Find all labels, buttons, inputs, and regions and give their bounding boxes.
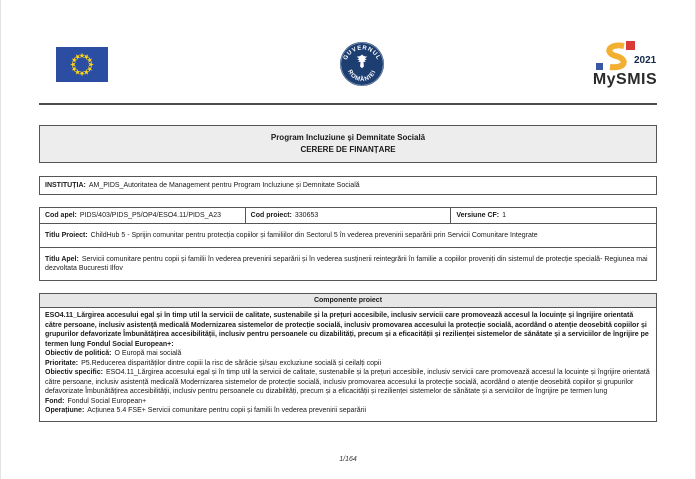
document-title-box: [39, 125, 657, 163]
field-value: ESO4.11_Lărgirea accesului egal și în timp util la servicii de calitate, sustenabile și la prețuri accesibile, inclusiv servicii care promovează accesul la locuințe și îngrijire orientată către persoane, inclusiv asistență medicală Modernizarea sistemelor de protecție socială, inclusiv promovarea accesului la protecție socială, acordând o atenție deosebită copiilor și grupurilor defavorizate Îmbunătățirea accesibilității, inclusiv pentru persoanele cu dizabilități, precum și a eficacității și rezilienței sistemelor de sănătate și a serviciilor de îngrijire pe termen lung: [45, 369, 650, 395]
mysmis-red-square: [626, 41, 635, 50]
components-body: [40, 308, 656, 421]
field-operatiune: [45, 406, 651, 416]
cod-proiect-label: Cod proiect:: [250, 212, 292, 219]
components-header: Componente proiect: [40, 294, 656, 308]
cod-proiect-value: 330653: [294, 212, 319, 219]
field-label: Operațiune:: [45, 407, 85, 414]
titlu-proiect-value: ChildHub 5 - Sprijin comunitar pentru protecția copiilor și familiilor din Sectorul 5 în vederea prevenirii separării prin Servicii Comunitare Integrate: [90, 232, 538, 239]
field-obiectiv-politica: [45, 349, 651, 359]
versiune-cf-value: 1: [502, 212, 507, 219]
versiune-cf-label: Versiune CF:: [456, 212, 500, 219]
program-title: Program Incluziune și Demnitate Socială: [270, 133, 426, 142]
titlu-proiect-row: [40, 224, 657, 248]
mysmis-mark-icon: [585, 40, 665, 72]
page-number: 1/164: [339, 456, 357, 463]
institution-value: AM_PIDS_Autoritatea de Management pentru Program Incluziune și Demnitate Socială: [88, 182, 360, 189]
field-fond: [45, 397, 651, 407]
gov-romania-seal-icon: [339, 41, 385, 87]
mysmis-s-shape: [609, 45, 624, 67]
field-label: Fond:: [45, 397, 65, 405]
field-value: Acțiunea 5.4 FSE+ Servicii comunitare pentru copii și familii în vederea prevenirii separării: [87, 407, 367, 414]
field-label: Obiectiv de politică:: [45, 350, 112, 357]
titlu-apel-value: Servicii comunitare pentru copii și familii în vederea prevenirii separării și în vederea susținerii reintegrării în familie a copiilor proveniți din sistemul de protecție specială- Regiunea mai dezvoltata Bucuresti Ilfov: [45, 256, 648, 272]
gov-seal-top-text: GUVERNUL: [342, 45, 381, 62]
cod-apel-value: PIDS/403/PIDS_P5/OP4/ESO4.11/PIDS_A23: [79, 212, 222, 219]
cod-apel-label: Cod apel:: [45, 212, 77, 219]
mysmis-blue-square: [596, 63, 603, 70]
field-label: Obiectiv specific:: [45, 369, 103, 376]
cod-proiect-cell: [245, 208, 451, 224]
eu-flag-icon: [56, 47, 108, 82]
document-title: CERERE DE FINANȚARE: [300, 145, 396, 154]
field-obiectiv-specific: [45, 368, 651, 397]
cod-apel-cell: [40, 208, 246, 224]
project-meta-table: [39, 207, 657, 281]
field-prioritate: [45, 359, 651, 369]
titlu-apel-cell: [40, 248, 657, 281]
institution-box: [39, 176, 657, 195]
gov-seal-bottom-text: ROMÂNIEI: [345, 69, 378, 84]
titlu-proiect-cell: [40, 224, 657, 248]
components-section: [39, 293, 657, 422]
mysmis-logo: [585, 40, 665, 88]
titlu-apel-row: [40, 248, 657, 281]
field-label: Prioritate:: [45, 359, 79, 367]
components-intro: ESO4.11_Lărgirea accesului egal și în timp util la servicii de calitate, sustenabile și la prețuri accesibile, inclusiv servicii care promovează accesul la locuințe și îngrijire orientată către persoane, inclusiv asistență medicală Modernizarea sistemelor de protecție socială, inclusiv promovarea accesului la protecție socială, acordând o atenție deosebită copiilor și grupurilor defavorizate Îmbunătățirea accesibilității, inclusiv pentru persoanele cu dizabilități, precum și a eficacității și rezilienței sistemelor de sănătate și a serviciilor de îngrijire pe termen lung Fondul Social European+:: [45, 312, 649, 348]
codes-row: [40, 208, 657, 224]
institution-label: INSTITUȚIA:: [45, 182, 86, 189]
versiune-cf-cell: [451, 208, 657, 224]
header-divider: [39, 103, 657, 105]
mysmis-wordmark: MySMIS: [592, 71, 658, 88]
titlu-apel-label: Titlu Apel:: [45, 256, 79, 263]
field-value: P5.Reducerea disparităților dintre copiii la risc de sărăcie și/sau excluziune socială și ceilalți copii: [81, 359, 382, 367]
titlu-proiect-label: Titlu Proiect:: [45, 232, 88, 239]
field-value: O Europă mai socială: [114, 350, 182, 357]
mysmis-year: 2021: [634, 55, 657, 66]
document-content: [39, 125, 657, 422]
logo-row: [1, 0, 695, 90]
field-value: Fondul Social European+: [67, 397, 147, 405]
